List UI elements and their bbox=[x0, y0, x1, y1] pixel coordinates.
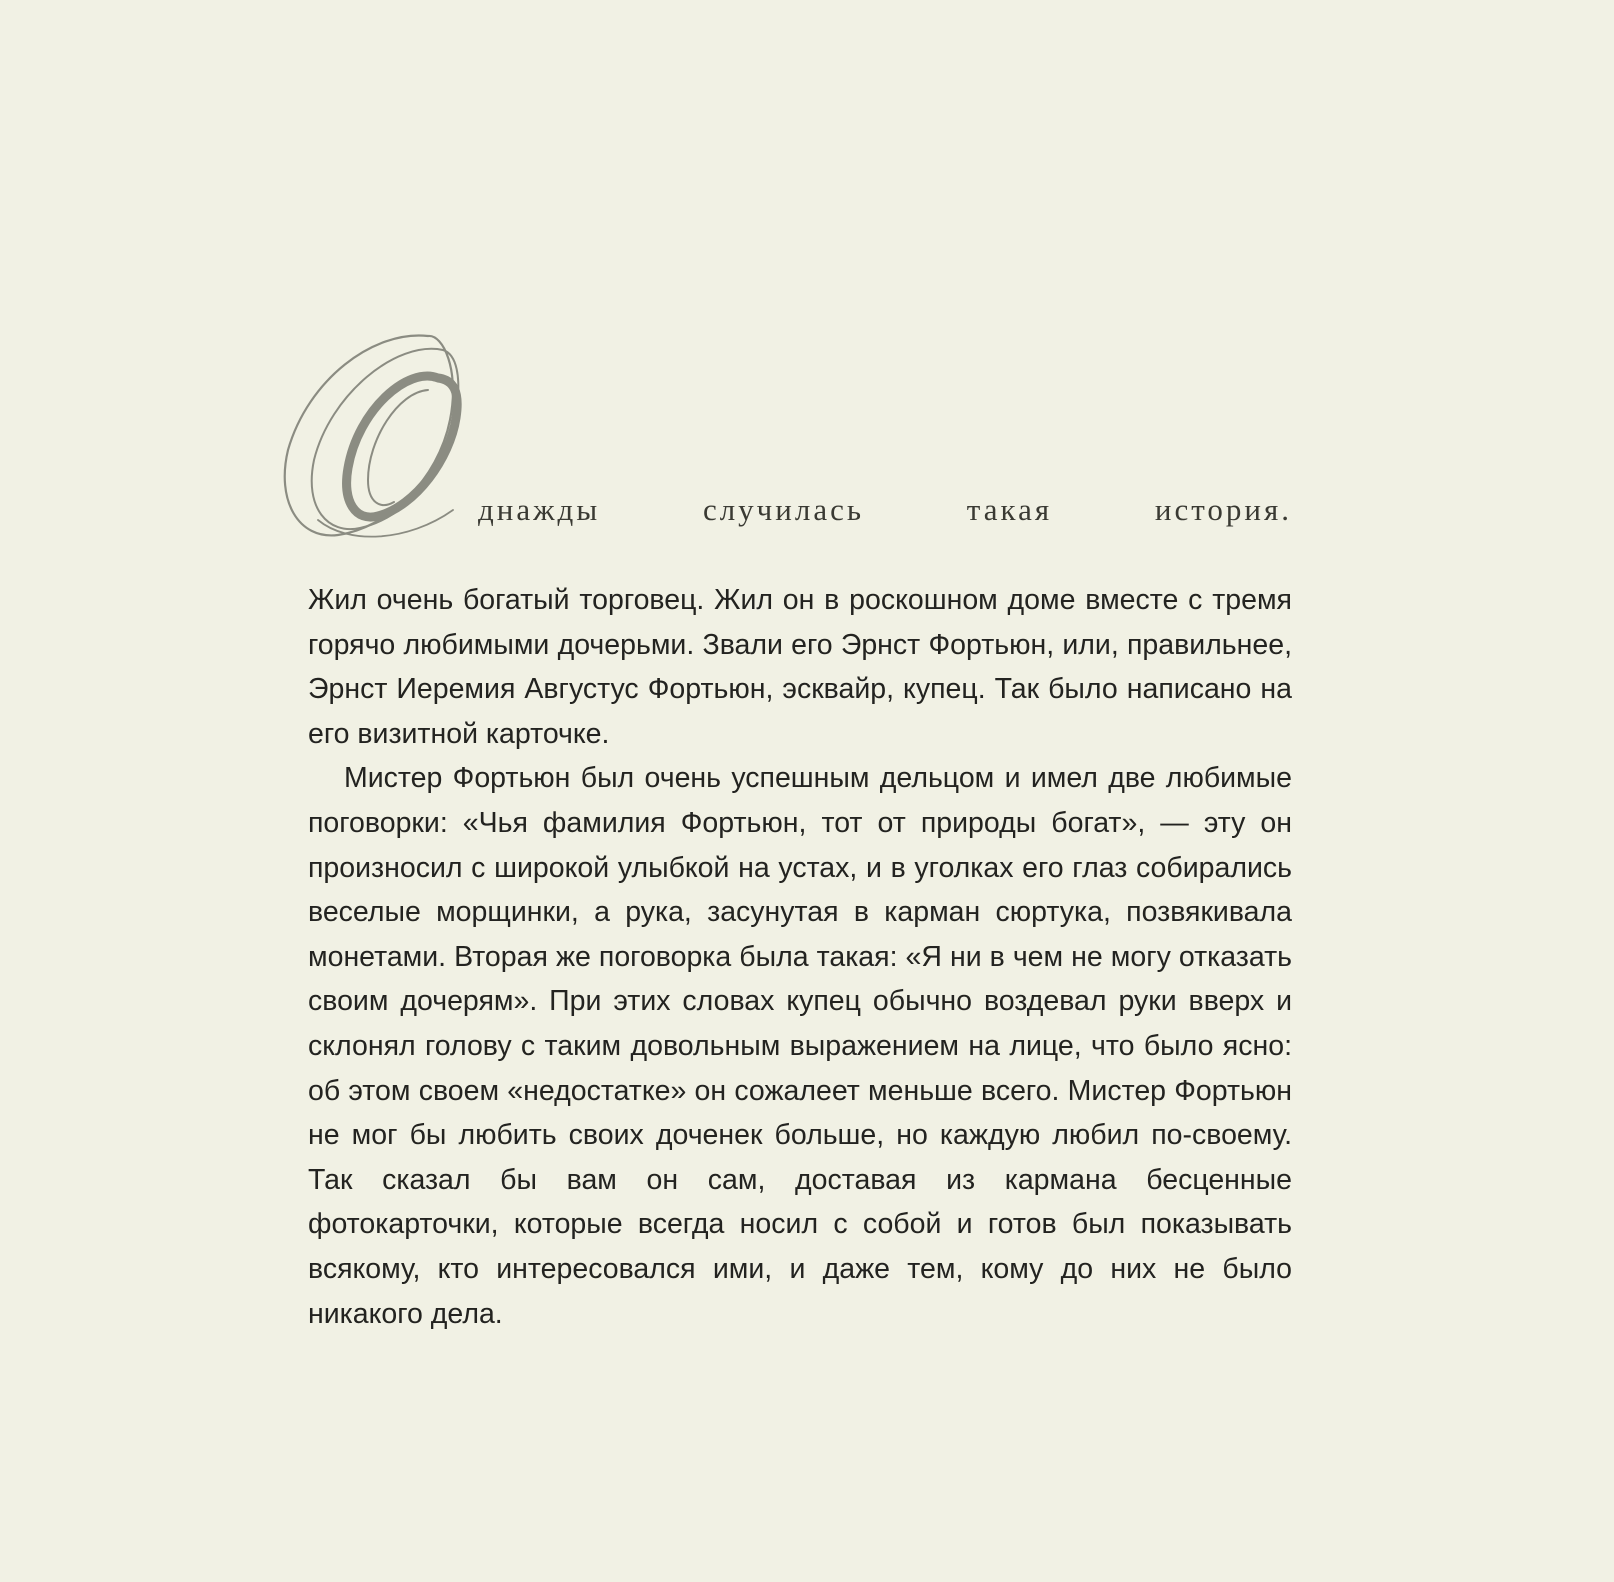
opening-line: днажды случилась такая история. bbox=[478, 492, 1292, 527]
drop-cap-flourish-icon bbox=[278, 330, 488, 550]
paragraph: Мистер Фортьюн был очень успешным дельцом и имел две любимые поговорки: «Чья фамилия Фортьюн, тот от природы богат», — эту он произносил с широкой улыбкой на устах, и в уголках его глаз собирались веселые морщинки, а рука, засунутая в карман сюртука, позвякивала монетами. Вторая же поговорка была такая: «Я ни в чем не могу отказать своим дочерям». При этих словах купец обычно воздевал руки вверх и склонял голову с таким довольным выражением на лице, что было ясно: об этом своем «недостатке» он сожалеет меньше всего. Мистер Фортьюн не мог бы любить своих доченек больше, но каждую любил по-своему. Так сказал бы вам он сам, доставая из кармана бесценные фотокарточки, которые всегда носил с собой и готов был показывать всякому, кто интересовался ими, и даже тем, кому до них не было никакого дела. bbox=[308, 762, 1292, 1330]
paragraph: Жил очень богатый торговец. Жил он в роскошном доме вместе с тремя горячо любимыми дочерьми. Звали его Эрнст Фортьюн, или, правильнее, Эрнст Иеремия Августус Фортьюн, эсквайр, купец. Так было написано на его визитной карточке. bbox=[308, 584, 1292, 750]
body-text bbox=[308, 578, 1292, 1336]
drop-cap-letter bbox=[278, 330, 488, 550]
